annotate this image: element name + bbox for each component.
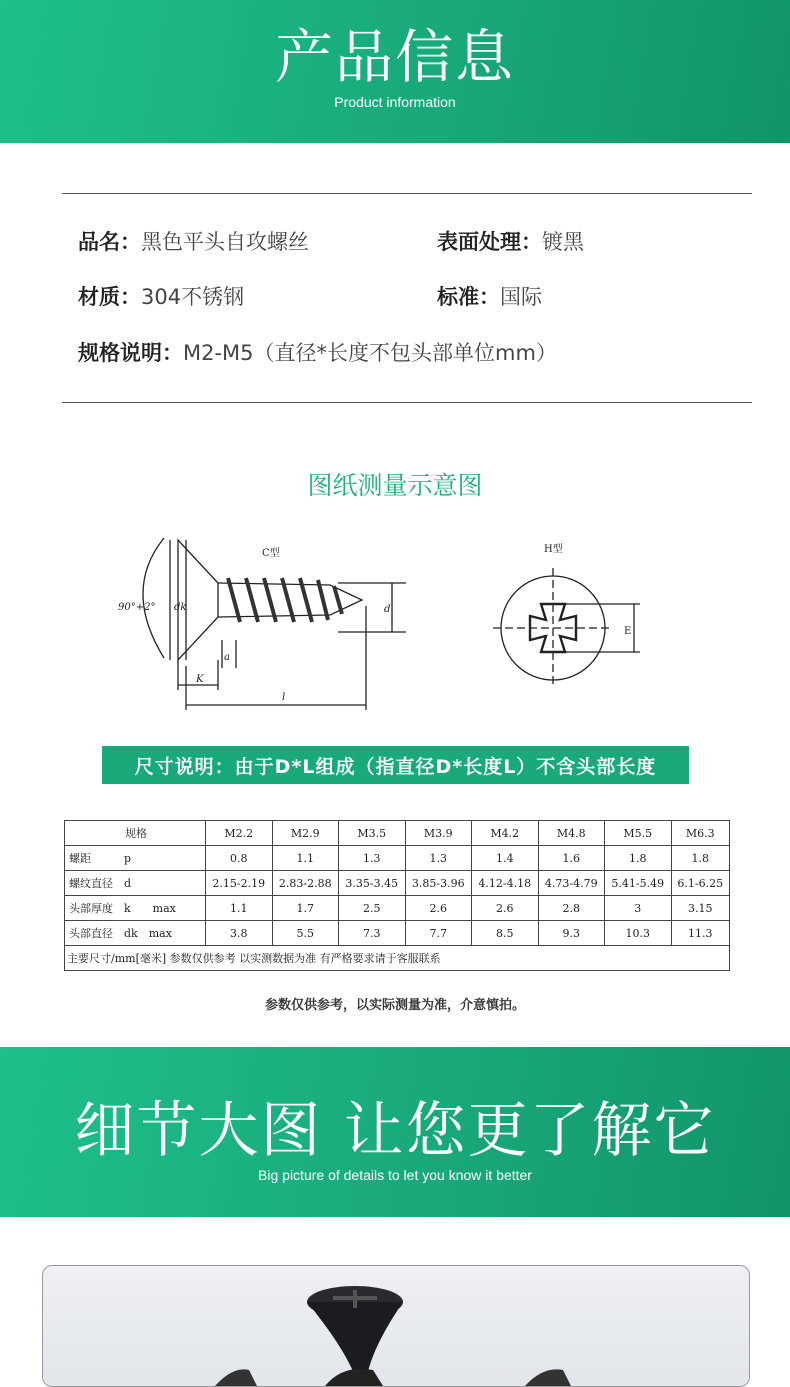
table-header-cell: 规格 [65,821,206,846]
spec-table [64,820,730,971]
angle-label: 90°+2° [118,602,156,613]
e-label: E [624,626,632,637]
screw-diagram [0,520,790,725]
table-cell: 1.8 [671,846,730,871]
info-name-value: 黑色平头自攻螺丝 [141,230,309,254]
table-cell: 5.5 [272,921,339,946]
table-cell: 1.6 [538,846,605,871]
details-title: 细节大图 让您更了解它 [74,1096,716,1166]
l-label: l [282,692,286,703]
table-cell: 2.6 [472,896,539,921]
table-cell: 2.6 [405,896,472,921]
info-spec-value: M2-M5（直径*长度不包头部单位mm） [183,341,557,365]
table-cell: 1.4 [472,846,539,871]
table-row [65,921,730,946]
right-type-label: H型 [544,544,563,555]
table-cell: 头部直径 dk max [65,921,206,946]
table-cell: 3.8 [206,921,273,946]
table-cell: 3.85-3.96 [405,871,472,896]
table-cell: 头部厚度 k max [65,896,206,921]
table-cell: 2.5 [339,896,406,921]
a-label: a [224,652,230,663]
table-header-cell: M3.5 [339,821,406,846]
table-header-row [65,821,730,846]
table-row [65,896,730,921]
table-cell: 4.12-4.18 [472,871,539,896]
info-name-label: 品名： [78,230,141,254]
info-spec [78,337,557,367]
table-cell: 3.35-3.45 [339,871,406,896]
info-surface-value: 镀黑 [542,230,584,254]
page-subtitle: Product information [334,94,456,110]
divider-bottom [62,402,752,403]
table-header-cell: M2.2 [206,821,273,846]
info-surface [437,226,584,256]
table-cell: 1.1 [272,846,339,871]
info-standard-value: 国际 [500,285,542,309]
info-spec-label: 规格说明： [78,341,183,365]
reference-caption: 参数仅供参考，以实际测量为准，介意慎拍。 [264,998,525,1013]
info-material-label: 材质： [78,285,141,309]
header-banner [0,0,790,143]
info-material-value: 304不锈钢 [141,285,245,309]
table-cell: 螺距 p [65,846,206,871]
table-cell: 9.3 [538,921,605,946]
table-cell: 6.1-6.25 [671,871,730,896]
table-cell: 1.1 [206,896,273,921]
table-cell: 11.3 [671,921,730,946]
table-cell: 1.8 [605,846,672,871]
table-cell: 10.3 [605,921,672,946]
info-material [78,281,244,311]
table-header-cell: M5.5 [605,821,672,846]
table-header-cell: M4.2 [472,821,539,846]
divider-top [62,193,752,194]
table-cell: 2.15-2.19 [206,871,273,896]
table-cell: 5.41-5.49 [605,871,672,896]
table-cell: 7.3 [339,921,406,946]
info-surface-label: 表面处理： [437,230,542,254]
details-subtitle: Big picture of details to let you know it better [258,1167,532,1183]
table-header-cell: M6.3 [671,821,730,846]
table-header-cell: M2.9 [272,821,339,846]
table-row [65,871,730,896]
details-banner [0,1047,790,1217]
table-header-cell: M4.8 [538,821,605,846]
table-cell: 7.7 [405,921,472,946]
info-standard-label: 标准： [437,285,500,309]
detail-photo [42,1265,750,1387]
info-name [78,226,309,256]
angle-arc [143,538,164,658]
table-cell: 1.3 [339,846,406,871]
size-note: 尺寸说明：由于D*L组成（指直径D*长度L）不含头部长度 [102,746,689,784]
table-cell: 1.3 [405,846,472,871]
screw-photo-image [43,1266,749,1386]
table-footer-row [65,946,730,971]
table-footer: 主要尺寸/mm[毫米] 参数仅供参考 以实测数据为准 有严格要求请于客服联系 [65,946,730,971]
table-cell: 2.8 [538,896,605,921]
table-cell: 3 [605,896,672,921]
table-cell: 1.7 [272,896,339,921]
screw-head [178,540,218,660]
table-cell: 螺纹直径 d [65,871,206,896]
table-row [65,846,730,871]
dk-label: dk [174,602,187,613]
table-header-cell: M3.9 [405,821,472,846]
d-label: d [384,604,391,615]
table-cell: 4.73-4.79 [538,871,605,896]
k-label: K [196,674,204,685]
diagram-title: 图纸测量示意图 [307,471,483,500]
table-cell: 2.83-2.88 [272,871,339,896]
left-type-label: C型 [262,548,280,559]
page-title: 产品信息 [274,23,515,91]
table-cell: 3.15 [671,896,730,921]
table-cell: 0.8 [206,846,273,871]
info-standard [437,281,542,311]
table-cell: 8.5 [472,921,539,946]
